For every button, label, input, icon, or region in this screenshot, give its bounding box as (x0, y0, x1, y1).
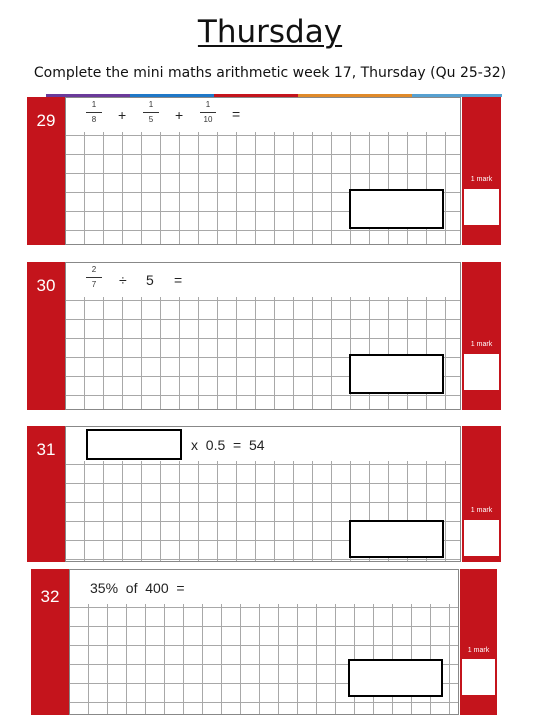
question-number-panel (31, 569, 69, 715)
fraction-2: 1 5 (143, 100, 159, 125)
page-title: Thursday (197, 14, 343, 50)
mark-slot[interactable] (464, 189, 499, 225)
answer-box[interactable] (349, 520, 444, 558)
question-number: 30 (36, 276, 56, 295)
answer-box[interactable] (349, 354, 444, 394)
mark-label: 1 mark (467, 647, 490, 654)
operator-plus-1: + (118, 107, 127, 123)
working-grid[interactable] (65, 426, 461, 562)
question-31 (27, 426, 501, 562)
working-grid[interactable] (65, 262, 461, 410)
mark-panel (460, 569, 497, 715)
equals-sign: = (174, 272, 183, 288)
question-expression: 35% of 400 = (90, 580, 185, 596)
question-29 (27, 97, 501, 245)
mark-panel (462, 426, 501, 562)
question-number: 32 (40, 587, 60, 606)
mark-label: 1 mark (470, 176, 493, 183)
working-grid[interactable] (65, 97, 461, 245)
mark-slot[interactable] (464, 354, 499, 390)
fraction-3: 1 10 (200, 100, 216, 125)
page-subtitle: Complete the mini maths arithmetic week 17, Thursday (Qu 25-32) (33, 65, 507, 81)
mark-label: 1 mark (470, 341, 493, 348)
missing-number-box[interactable] (86, 429, 182, 460)
question-number: 29 (36, 111, 56, 130)
mark-label: 1 mark (470, 507, 493, 514)
question-32 (31, 569, 497, 715)
mark-slot[interactable] (464, 520, 499, 556)
divisor: 5 (146, 272, 154, 288)
fraction-1: 1 8 (86, 100, 102, 125)
question-number-panel (27, 262, 65, 410)
mark-slot[interactable] (462, 659, 495, 695)
question-number: 31 (36, 440, 56, 459)
mark-panel (462, 262, 501, 410)
operator-divide: ÷ (119, 272, 127, 288)
mark-panel (462, 97, 501, 245)
question-30 (27, 262, 501, 410)
operator-plus-2: + (175, 107, 184, 123)
question-number-panel (27, 97, 65, 245)
question-expression: x 0.5 = 54 (191, 437, 265, 453)
question-number-panel (27, 426, 65, 562)
equals-sign: = (232, 106, 241, 122)
answer-box[interactable] (348, 659, 443, 697)
working-grid[interactable] (69, 569, 459, 715)
fraction-1: 2 7 (86, 265, 102, 290)
answer-box[interactable] (349, 189, 444, 229)
